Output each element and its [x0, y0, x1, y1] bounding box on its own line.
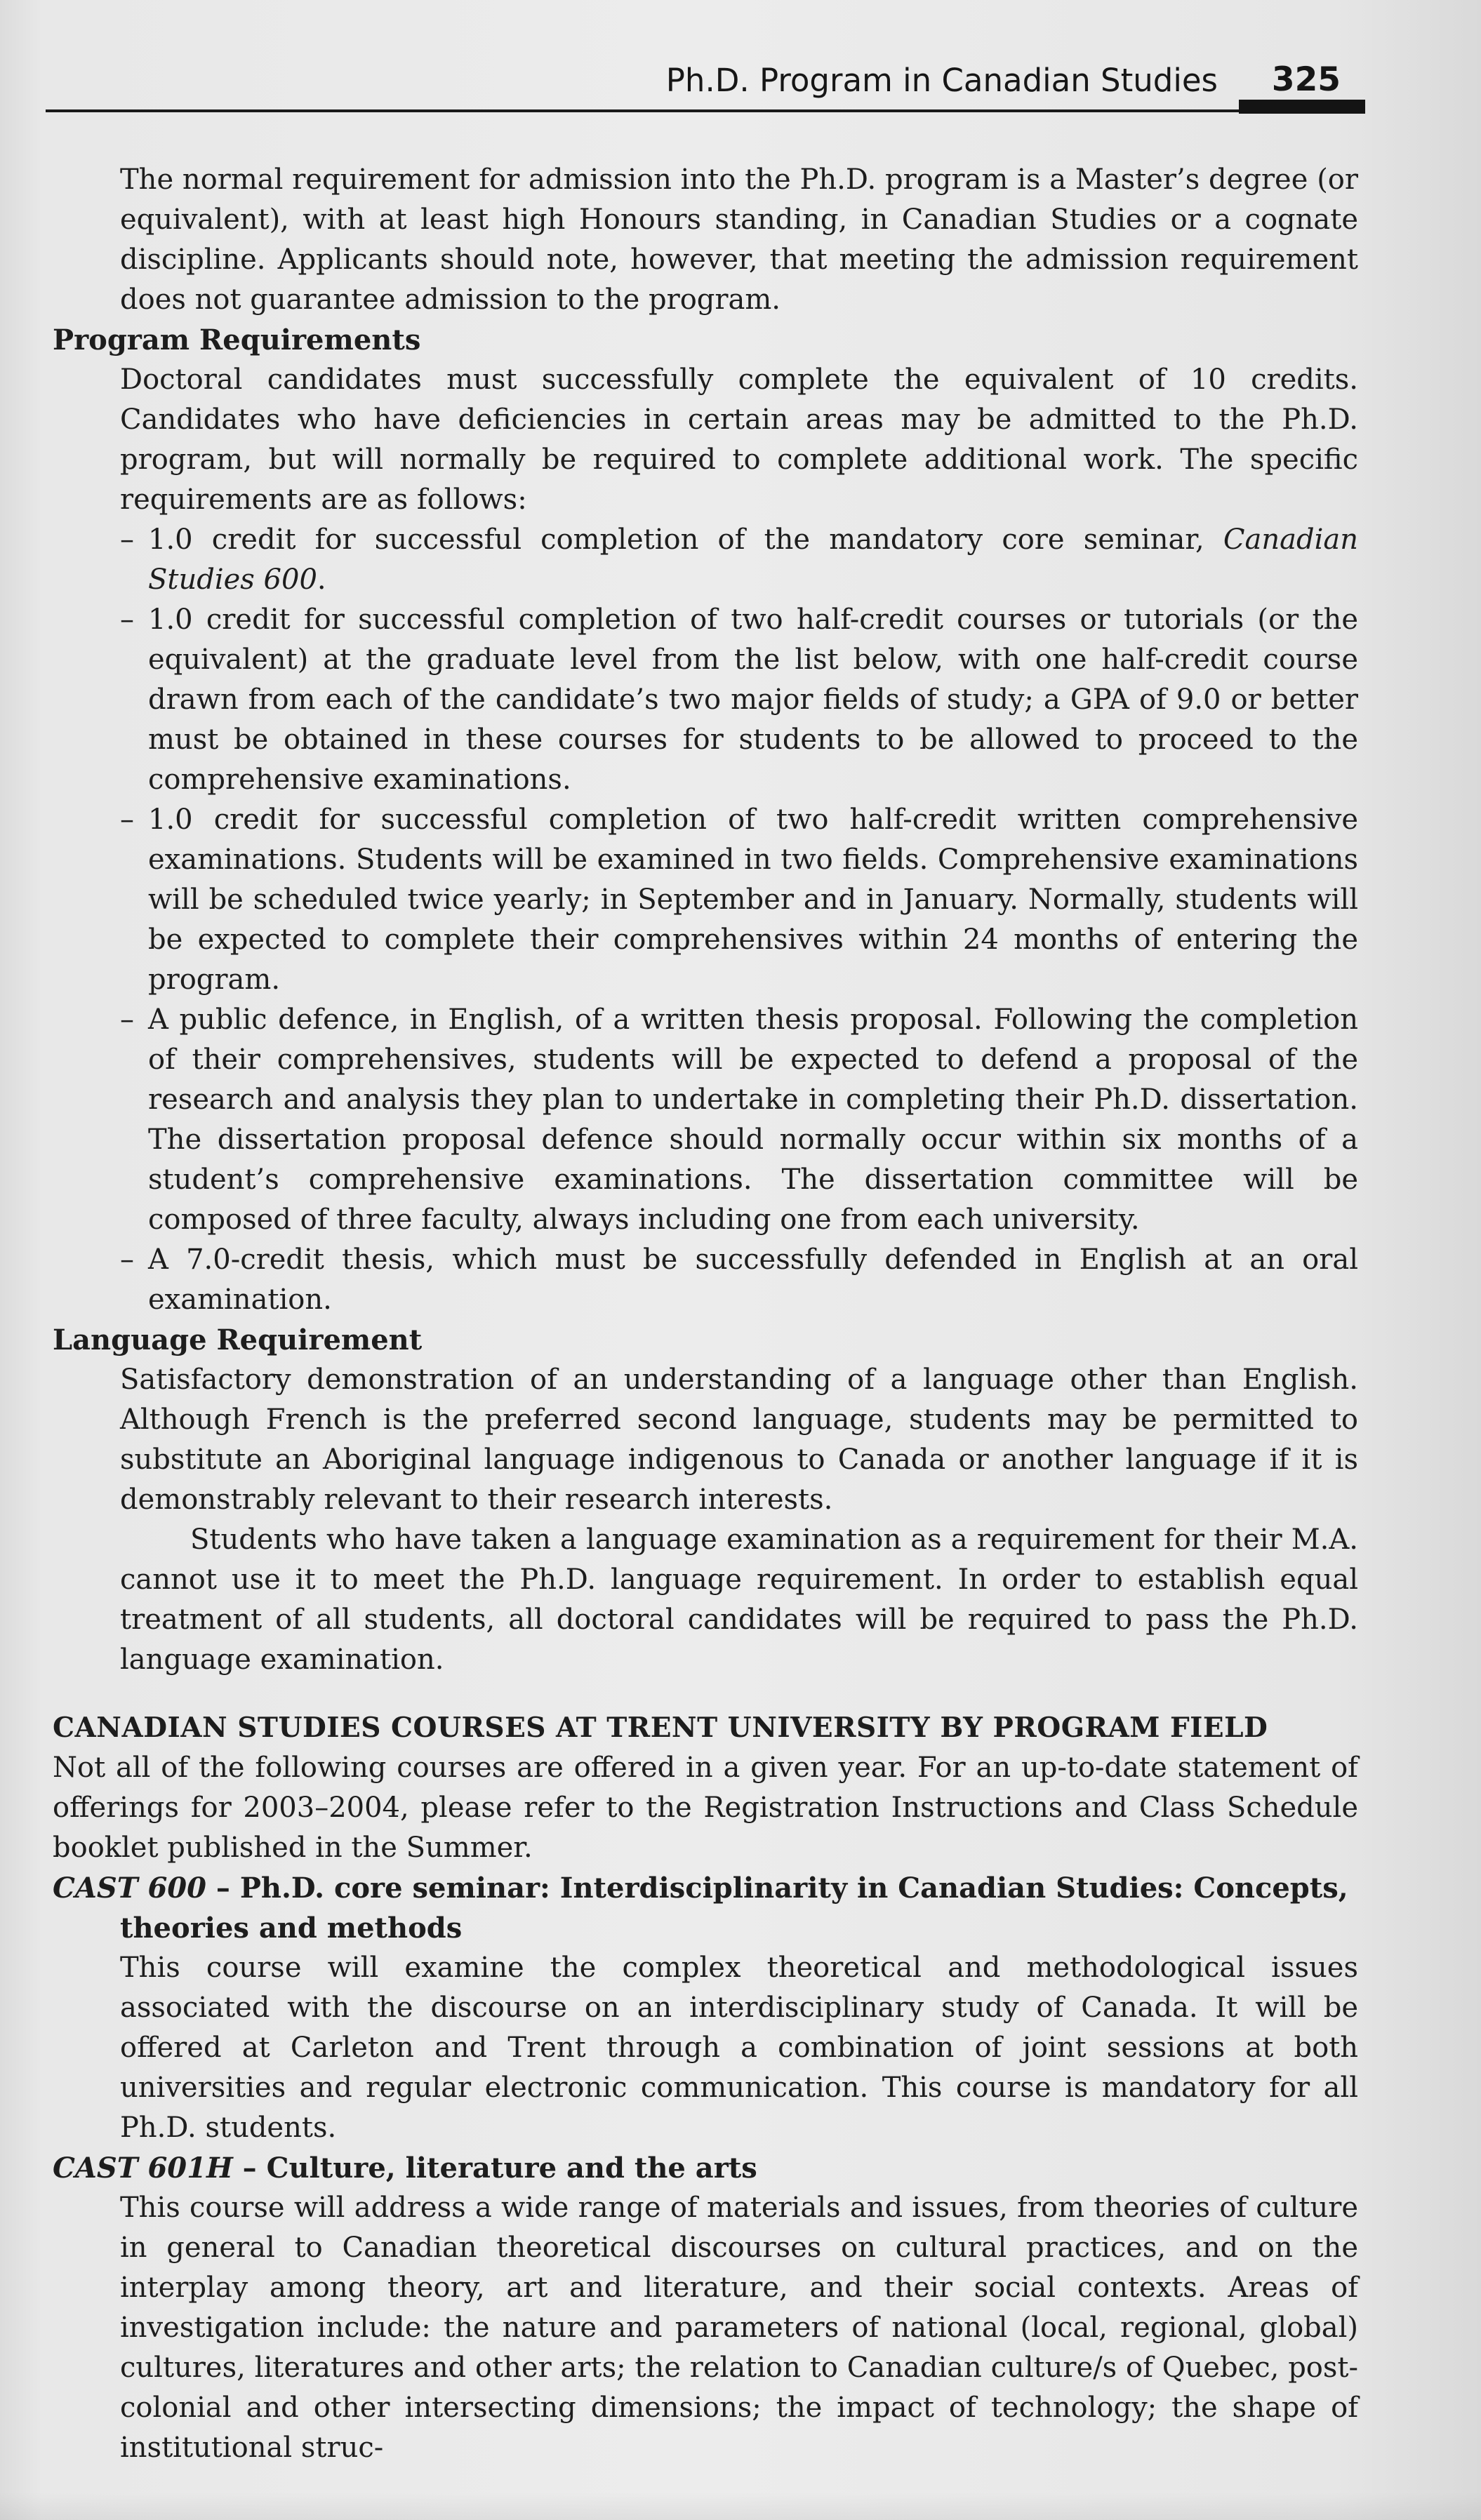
dash-marker: – — [120, 804, 134, 836]
course-description-cast-601h: This course will address a wide range of materials and issues, from theories of culture in general to Canadian theoretical discourses on cultural practices, and on the interplay among theory, art and literature, and their social contexts. Areas of investigation include: the nature and parameters of national (local, regional, global) cultures, literatures and other arts; the relation to Canadian culture/s of Quebec, post-colonial and other intersecting dimensions; the impact of technology; the shape of institutional struc- — [120, 2192, 1358, 2464]
course-code: CAST 600 — [53, 1872, 206, 1905]
requirement-item — [53, 800, 1358, 1000]
running-title: Ph.D. Program in Canadian Studies — [665, 62, 1218, 99]
requirement-text: 1.0 credit for successful completion of two half-credit courses or tutorials (or the equivalent) at the graduate level from the list below, with one half-credit course drawn from each of the candidate’s two major fields of study; a GPA of 9.0 or better must be obtained in these courses for students to be allowed to proceed to the comprehensive examinations. — [148, 604, 1358, 796]
page-body — [53, 160, 1358, 2468]
requirement-text: 1.0 credit for successful completion of the mandatory core seminar, — [148, 524, 1223, 556]
header-rule — [46, 109, 1365, 112]
requirement-item — [53, 600, 1358, 800]
language-requirement-heading: Language Requirement — [53, 1324, 423, 1356]
admission-paragraph: The normal requirement for admission into the Ph.D. program is a Master’s degree (or equivalent), with at least high Honours standing, in Canadian Studies or a cognate discipline. Applicants should note, however, that meeting the admission requirement does not guarantee admission to the program. — [120, 164, 1358, 316]
courses-intro: Not all of the following courses are offered in a given year. For an up-to-date statement of offerings for 2003–2004, please refer to the Registration Instructions and Class Schedule booklet published in the Summer. — [53, 1752, 1358, 1864]
language-paragraph-1: Satisfactory demonstration of an understanding of a language other than English. Although French is the preferred second language, students may be permitted to substitute an Aboriginal language indigenous to Canada or another language if it is demonstrably relevant to their research interests. — [120, 1364, 1358, 1516]
program-requirements-heading: Program Requirements — [53, 324, 421, 356]
course-separator: – — [206, 1872, 240, 1905]
program-requirements-text: Doctoral candidates must successfully complete the equivalent of 10 credits. Candidates who have deficiencies in certain areas may be admitted to the Ph.D. program, but will normally be required to complete additional work. The specific requirements are as follows: — [120, 364, 1358, 516]
course-title: Culture, literature and the arts — [266, 2152, 757, 2185]
thumb-tab — [1239, 100, 1365, 114]
page-number: 325 — [1271, 60, 1341, 99]
dash-marker: – — [120, 524, 134, 556]
requirement-text: A 7.0-credit thesis, which must be successfully defended in English at an oral examination. — [148, 1244, 1358, 1316]
course-heading-cast-601h — [53, 2148, 1358, 2188]
requirement-suffix: . — [317, 564, 326, 596]
course-heading-cast-600 — [53, 1868, 1358, 1948]
requirement-item — [53, 1000, 1358, 1240]
language-paragraph-2: Students who have taken a language examination as a requirement for their M.A. cannot use it to meet the Ph.D. language requirement. In order to establish equal treatment of all students, all doctoral candidates will be required to pass the Ph.D. language examination. — [120, 1524, 1358, 1676]
scan-bottom-shadow — [0, 2492, 1481, 2520]
requirements-list — [53, 520, 1358, 1320]
requirement-text: A public defence, in English, of a written thesis proposal. Following the completion of their comprehensives, students will be expected to defend a proposal of the research and analysis they plan to undertake in completing their Ph.D. dissertation. The dissertation proposal defence should normally occur within six months of a student’s comprehensive examinations. The dissertation committee will be composed of three faculty, always including one from each university. — [148, 1004, 1358, 1236]
dash-marker: – — [120, 1244, 134, 1276]
requirement-item — [53, 1240, 1358, 1320]
course-description-cast-600: This course will examine the complex theoretical and methodological issues associated with the discourse on an interdisciplinary study of Canada. It will be offered at Carleton and Trent through a combination of joint sessions at both universities and regular electronic communication. This course is mandatory for all Ph.D. students. — [120, 1952, 1358, 2144]
courses-section-heading: CANADIAN STUDIES COURSES AT TRENT UNIVERSITY BY PROGRAM FIELD — [53, 1712, 1268, 1744]
requirement-course-name: Canadian Studies 600 — [148, 524, 1358, 596]
dash-marker: – — [120, 604, 134, 636]
dash-marker: – — [120, 1004, 134, 1036]
page-header — [0, 58, 1365, 128]
requirement-item — [53, 520, 1358, 600]
requirement-text: 1.0 credit for successful completion of two half-credit written comprehensive examinations. Students will be examined in two fields. Comprehensive examinations will be scheduled twice yearly; in September and in January. Normally, students will be expected to complete their comprehensives within 24 months of entering the program. — [148, 804, 1358, 996]
course-separator: – — [232, 2152, 267, 2185]
course-title: Ph.D. core seminar: Interdisciplinarity in Canadian Studies: Concepts, theories and methods — [120, 1872, 1348, 1945]
course-code: CAST 601H — [53, 2152, 233, 2185]
